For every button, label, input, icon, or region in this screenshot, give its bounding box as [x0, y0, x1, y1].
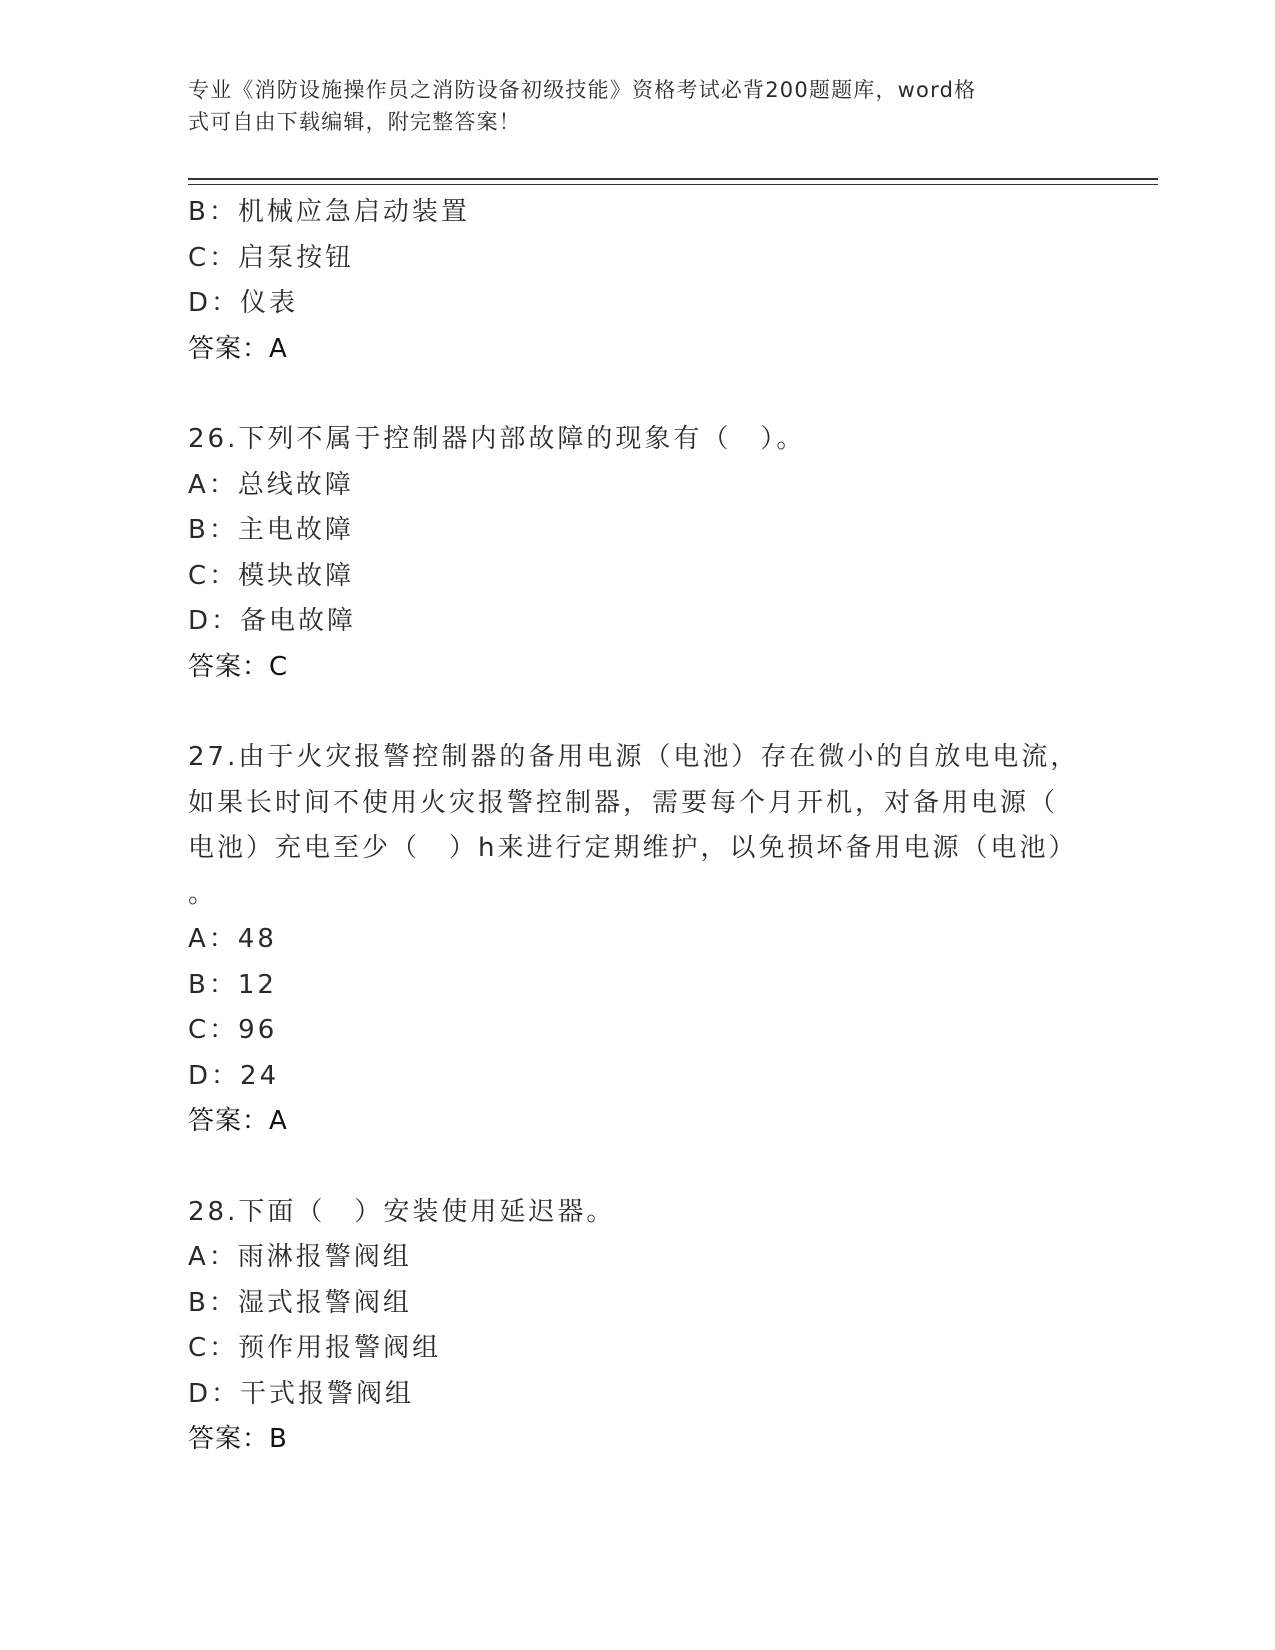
option-d: D：干式报警阀组 — [188, 1378, 415, 1409]
answer-label: 答案：C — [188, 651, 289, 682]
option-c: C：启泵按钮 — [188, 242, 355, 273]
header-rule-thick — [188, 178, 1158, 180]
question-27 — [188, 735, 1088, 1145]
option-c: C：模块故障 — [188, 560, 355, 591]
question-25-continued — [188, 190, 1088, 372]
option-c: C：预作用报警阀组 — [188, 1333, 442, 1363]
option-c: C：96 — [188, 1015, 278, 1045]
question-stem-line: 。 — [188, 878, 218, 909]
option-b: B：12 — [188, 969, 277, 1000]
option-d: D：备电故障 — [188, 606, 357, 636]
answer-label: 答案：A — [188, 1106, 288, 1136]
question-26 — [188, 417, 1088, 690]
option-a: A：雨淋报警阀组 — [188, 1242, 412, 1272]
question-stem: 28.下面（ ）安装使用延迟器。 — [188, 1196, 616, 1227]
header-line-1: 专业《消防设施操作员之消防设备初级技能》资格考试必背200题题库，word格 — [188, 78, 977, 102]
option-b: B：机械应急启动装置 — [188, 197, 470, 227]
option-d: D：24 — [188, 1060, 280, 1091]
question-stem-line: 27.由于火灾报警控制器的备用电源（电池）存在微小的自放电电流， — [188, 742, 1080, 772]
option-a: A：48 — [188, 924, 277, 954]
header-line-2: 式可自由下载编辑，附完整答案！ — [188, 110, 521, 134]
question-stem-line: 如果长时间不使用火灾报警控制器，需要每个月开机，对备用电源（ — [188, 787, 1059, 818]
spacer — [188, 372, 1088, 417]
document-header — [188, 74, 1068, 138]
spacer — [188, 690, 1088, 735]
question-stem: 26.下列不属于控制器内部故障的现象有（ ）。 — [188, 424, 806, 454]
option-b: B：湿式报警阀组 — [188, 1287, 412, 1318]
spacer — [188, 1145, 1088, 1190]
question-stem-line: 电池）充电至少（ ）h来进行定期维护，以免损坏备用电源（电池） — [188, 833, 1078, 863]
option-a: A：总线故障 — [188, 469, 354, 500]
answer-label: 答案：B — [188, 1424, 288, 1454]
question-28 — [188, 1190, 1088, 1463]
answer-label: 答案：A — [188, 333, 288, 364]
option-b: B：主电故障 — [188, 515, 354, 545]
option-d: D：仪表 — [188, 288, 299, 318]
header-rule-thin — [188, 184, 1158, 185]
question-list — [188, 190, 1088, 1463]
